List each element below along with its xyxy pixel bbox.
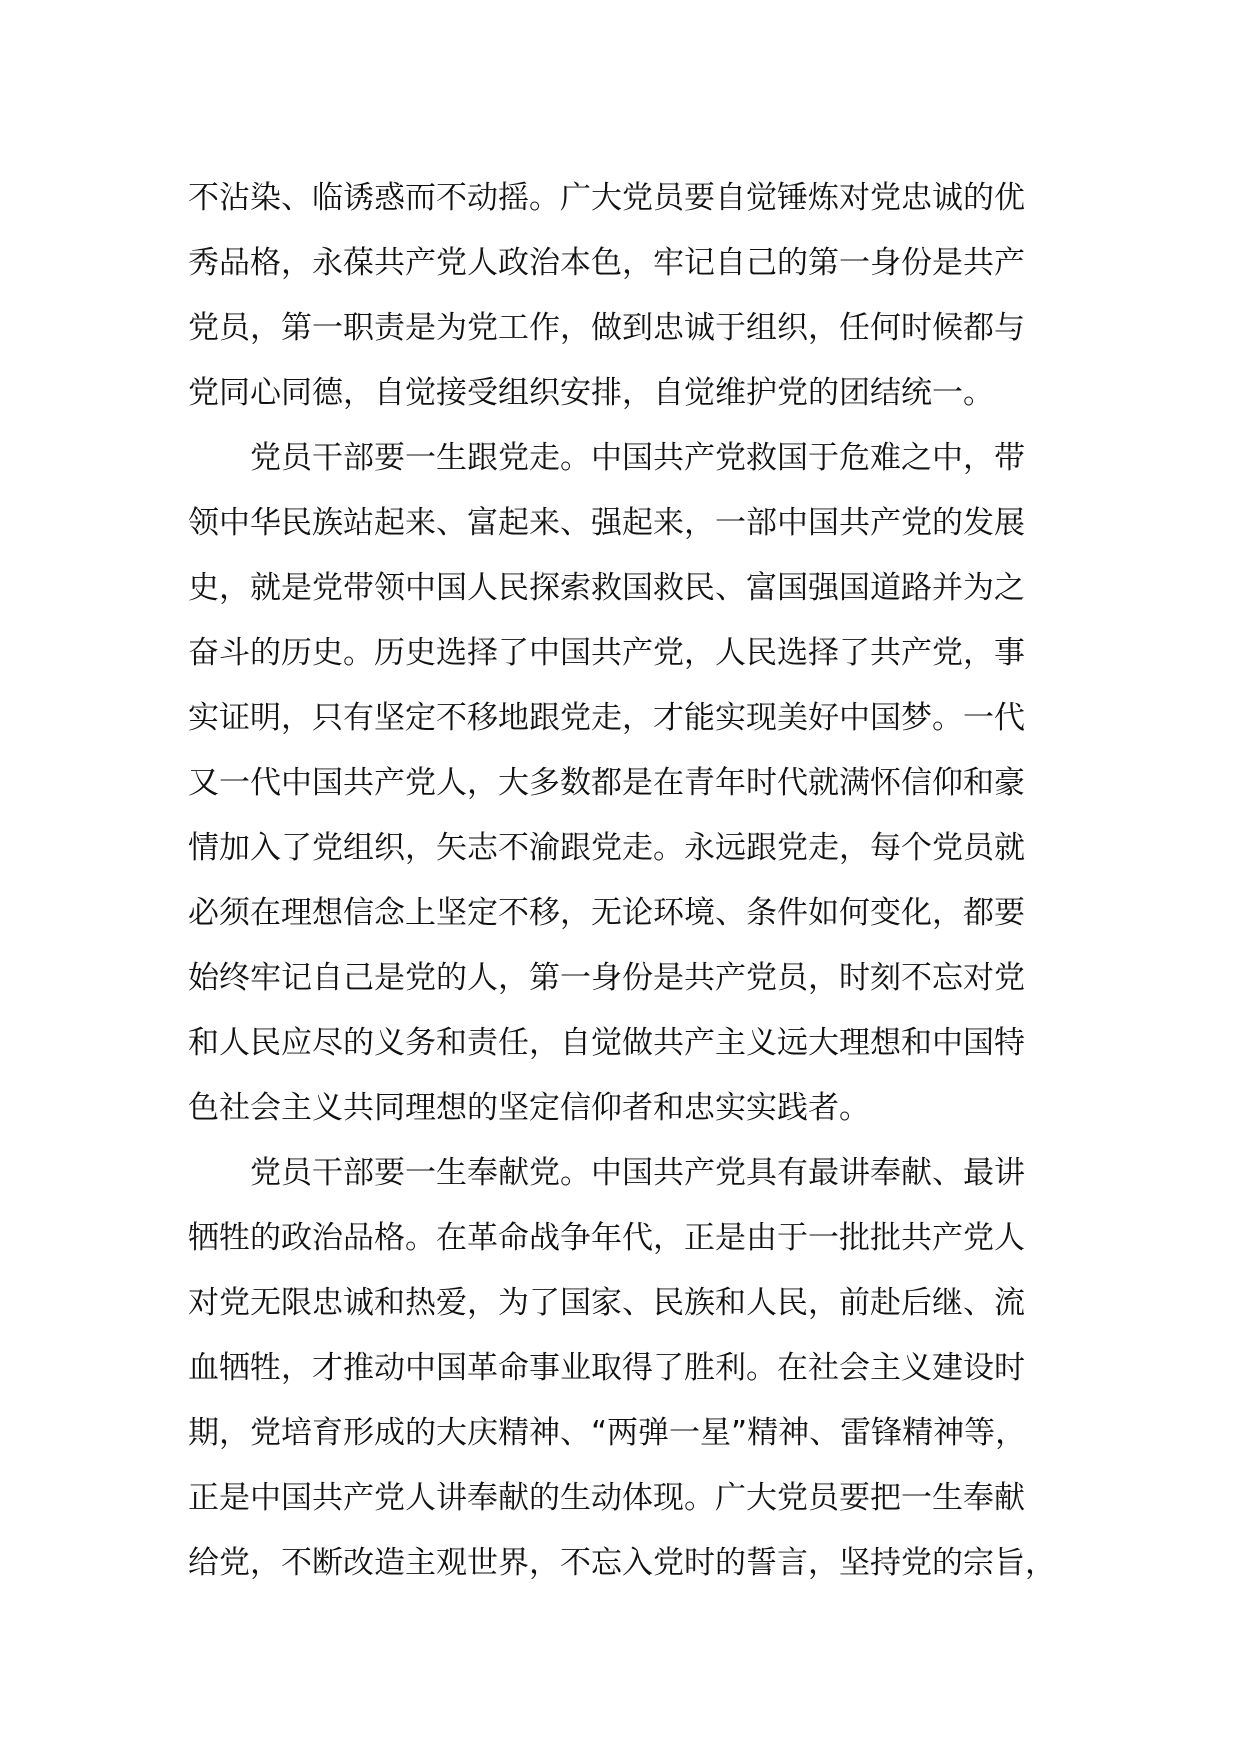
text-line: 情加入了党组织，矢志不渝跟党走。永远跟党走，每个党员就 xyxy=(188,830,1025,866)
text-line: 始终牢记自己是党的人，第一身份是共产党员，时刻不忘对党 xyxy=(188,960,1025,996)
paragraph-start-line: 党员干部要一生奉献党。中国共产党具有最讲奉献、最讲 xyxy=(250,1155,1025,1191)
text-line: 史，就是党带领中国人民探索救国救民、富国强国道路并为之 xyxy=(188,570,1025,606)
text-line: 对党无限忠诚和热爱，为了国家、民族和人民，前赴后继、流 xyxy=(188,1285,1025,1321)
text-line: 牺牲的政治品格。在革命战争年代，正是由于一批批共产党人 xyxy=(188,1220,1025,1256)
paragraph-start-line: 党员干部要一生跟党走。中国共产党救国于危难之中，带 xyxy=(250,440,1025,476)
text-line: 色社会主义共同理想的坚定信仰者和忠实实践者。 xyxy=(188,1090,870,1126)
text-line: 秀品格，永葆共产党人政治本色，牢记自己的第一身份是共产 xyxy=(188,245,1025,281)
text-line: 和人民应尽的义务和责任，自觉做共产主义远大理想和中国特 xyxy=(188,1025,1025,1061)
text-line: 又一代中国共产党人，大多数都是在青年时代就满怀信仰和豪 xyxy=(188,765,1025,801)
text-line: 党同心同德，自觉接受组织安排，自觉维护党的团结统一。 xyxy=(188,375,994,411)
text-line: 给党，不断改造主观世界，不忘入党时的誓言，坚持党的宗旨， xyxy=(188,1545,1056,1581)
text-line: 正是中国共产党人讲奉献的生动体现。广大党员要把一生奉献 xyxy=(188,1480,1025,1516)
text-line: 不沾染、临诱惑而不动摇。广大党员要自觉锤炼对党忠诚的优 xyxy=(188,180,1025,216)
text-line: 领中华民族站起来、富起来、强起来，一部中国共产党的发展 xyxy=(188,505,1025,541)
text-line: 血牺牲，才推动中国革命事业取得了胜利。在社会主义建设时 xyxy=(188,1350,1025,1386)
body-text xyxy=(188,166,1088,1596)
text-line: 党员，第一职责是为党工作，做到忠诚于组织，任何时候都与 xyxy=(188,310,1025,346)
text-line: 奋斗的历史。历史选择了中国共产党，人民选择了共产党，事 xyxy=(188,635,1025,671)
text-line: 必须在理想信念上坚定不移，无论环境、条件如何变化，都要 xyxy=(188,895,1025,931)
text-line: 期，党培育形成的大庆精神、“两弹一星”精神、雷锋精神等， xyxy=(188,1415,1027,1451)
text-line: 实证明，只有坚定不移地跟党走，才能实现美好中国梦。一代 xyxy=(188,700,1025,736)
